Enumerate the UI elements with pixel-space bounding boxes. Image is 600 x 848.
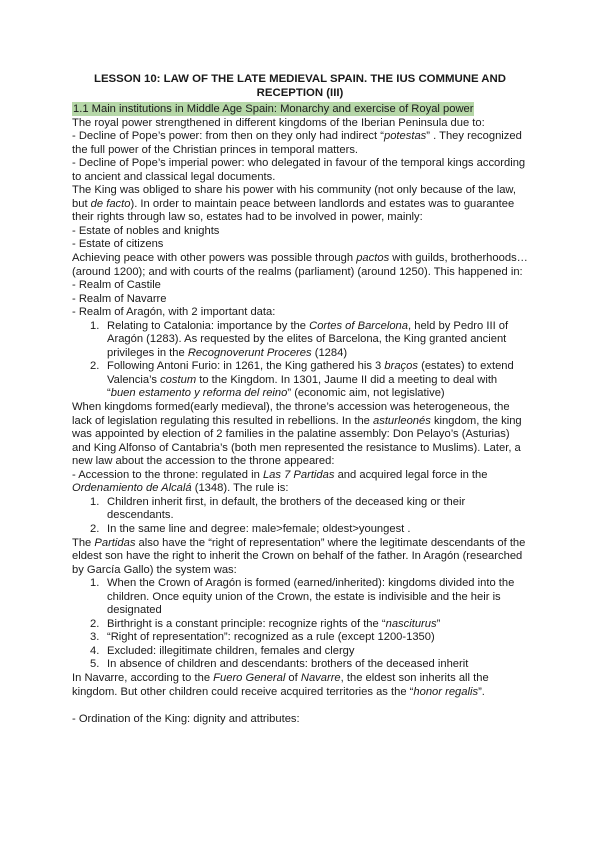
ordination-item: - Ordination of the King: dignity and attributes: [72, 712, 300, 725]
navarre-paragraph: In Navarre, according to the Fuero General of Navarre, the eldest son inherits all the kingdom. But other children could receive acquired territories as the “honor regalis”. [72, 671, 489, 698]
accession-paragraph: - Accession to the throne: regulated in Las 7 Partidas and acquired legal force in the Ordenamiento de Alcalá (1348). The rule is: [72, 468, 488, 495]
estate-citizens-item: - Estate of citizens [72, 238, 164, 251]
aragon-data-list [72, 320, 528, 401]
lesson-title: LESSON 10: LAW OF THE LATE MEDIEVAL SPAIN. THE IUS COMMUNE AND RECEPTION (III) [94, 73, 506, 99]
realm-castile-item: - Realm of Castile [72, 279, 161, 292]
estate-nobles-item: - Estate of nobles and knights [72, 224, 220, 237]
accession-rule-list [72, 496, 528, 537]
list-item: 2. Birthright is a constant principle: recognize rights of the “nasciturus” [90, 617, 441, 630]
peace-paragraph: Achieving peace with other powers was possible through pactos with guilds, brotherhoods… (around 1200); and with courts of the realms (parliament) (around 1250). This happened in: [72, 252, 528, 278]
section-heading: 1.1 Main institutions in Middle Age Spain: Monarchy and exercise of Royal power [73, 103, 474, 115]
list-item: 1. Children inherit first, in default, the brothers of the deceased king or their descendants. [90, 495, 466, 522]
list-item: 5. In absence of children and descendants: brothers of the deceased inherit [90, 658, 469, 671]
aragon-system-list [72, 577, 528, 672]
partidas-paragraph: The Partidas also have the “right of representation” where the legitimate descendants of the eldest son have the right to inherit the Crown on behalf of the father. In Aragón (researched by García Gallo) the system was: [72, 536, 526, 576]
document-page [72, 72, 528, 726]
blank-line [72, 699, 528, 713]
list-item: 2. Following Antoni Furio: in 1261, the King gathered his 3 braços (estates) to extend Valencia’s costum to the Kingdom. In 1301, Jaume II did a meeting to deal with “buen estamento y reforma del reino” (economic aim, not legislative) [90, 360, 514, 400]
intro-paragraph: The royal power strengthened in different kingdoms of the Iberian Peninsula due to: [72, 116, 485, 129]
list-item: 1. Relating to Catalonia: importance by the Cortes of Barcelona, held by Pedro III of Aragón (1283). As requested by the elites of Barcelona, the King granted ancient privileges in the Recognoverunt Proceres (1284) [90, 319, 509, 359]
king-share-paragraph: The King was obliged to share his power with his community (not only because of the law, but de facto). In order to maintain peace between landlords and estates was to guarantee their rights through law so, estates had to be involved in power, mainly: [72, 184, 517, 224]
realm-navarre-item: - Realm of Navarre [72, 292, 167, 305]
list-item: 2. In the same line and degree: male>female; oldest>youngest . [90, 522, 411, 535]
list-item: 1. When the Crown of Aragón is formed (earned/inherited): kingdoms divided into the children. Once equity union of the Crown, the estate is indivisible and the heir is designated [90, 577, 515, 617]
list-item: 4. Excluded: illegitimate children, females and clergy [90, 644, 355, 657]
pope-imperial-item: - Decline of Pope’s imperial power: who delegated in favour of the temporal kings according to ancient and classical legal documents. [72, 157, 526, 183]
realm-aragon-item: - Realm of Aragón, with 2 important data: [72, 306, 276, 319]
kingdoms-paragraph: When kingdoms formed(early medieval), the throne’s accession was heterogeneous, the lack of legislation regulating this resulted in rebellions. In the asturleonés kingdom, the king was appointed by election of 2 families in the palatine assembly: Don Pelayo’s (Asturias) and King Alfonso of Cantabria’s (both men represented the resistance to Muslims). Later, a new law about the accession to the throne appeared: [72, 401, 522, 468]
pope-power-item: - Decline of Pope’s power: from then on they only had indirect “potestas” . They recognized the full power of the Christian princes in temporal matters. [72, 130, 522, 156]
list-item: 3. “Right of representation”: recognized as a rule (except 1200-1350) [90, 631, 435, 644]
